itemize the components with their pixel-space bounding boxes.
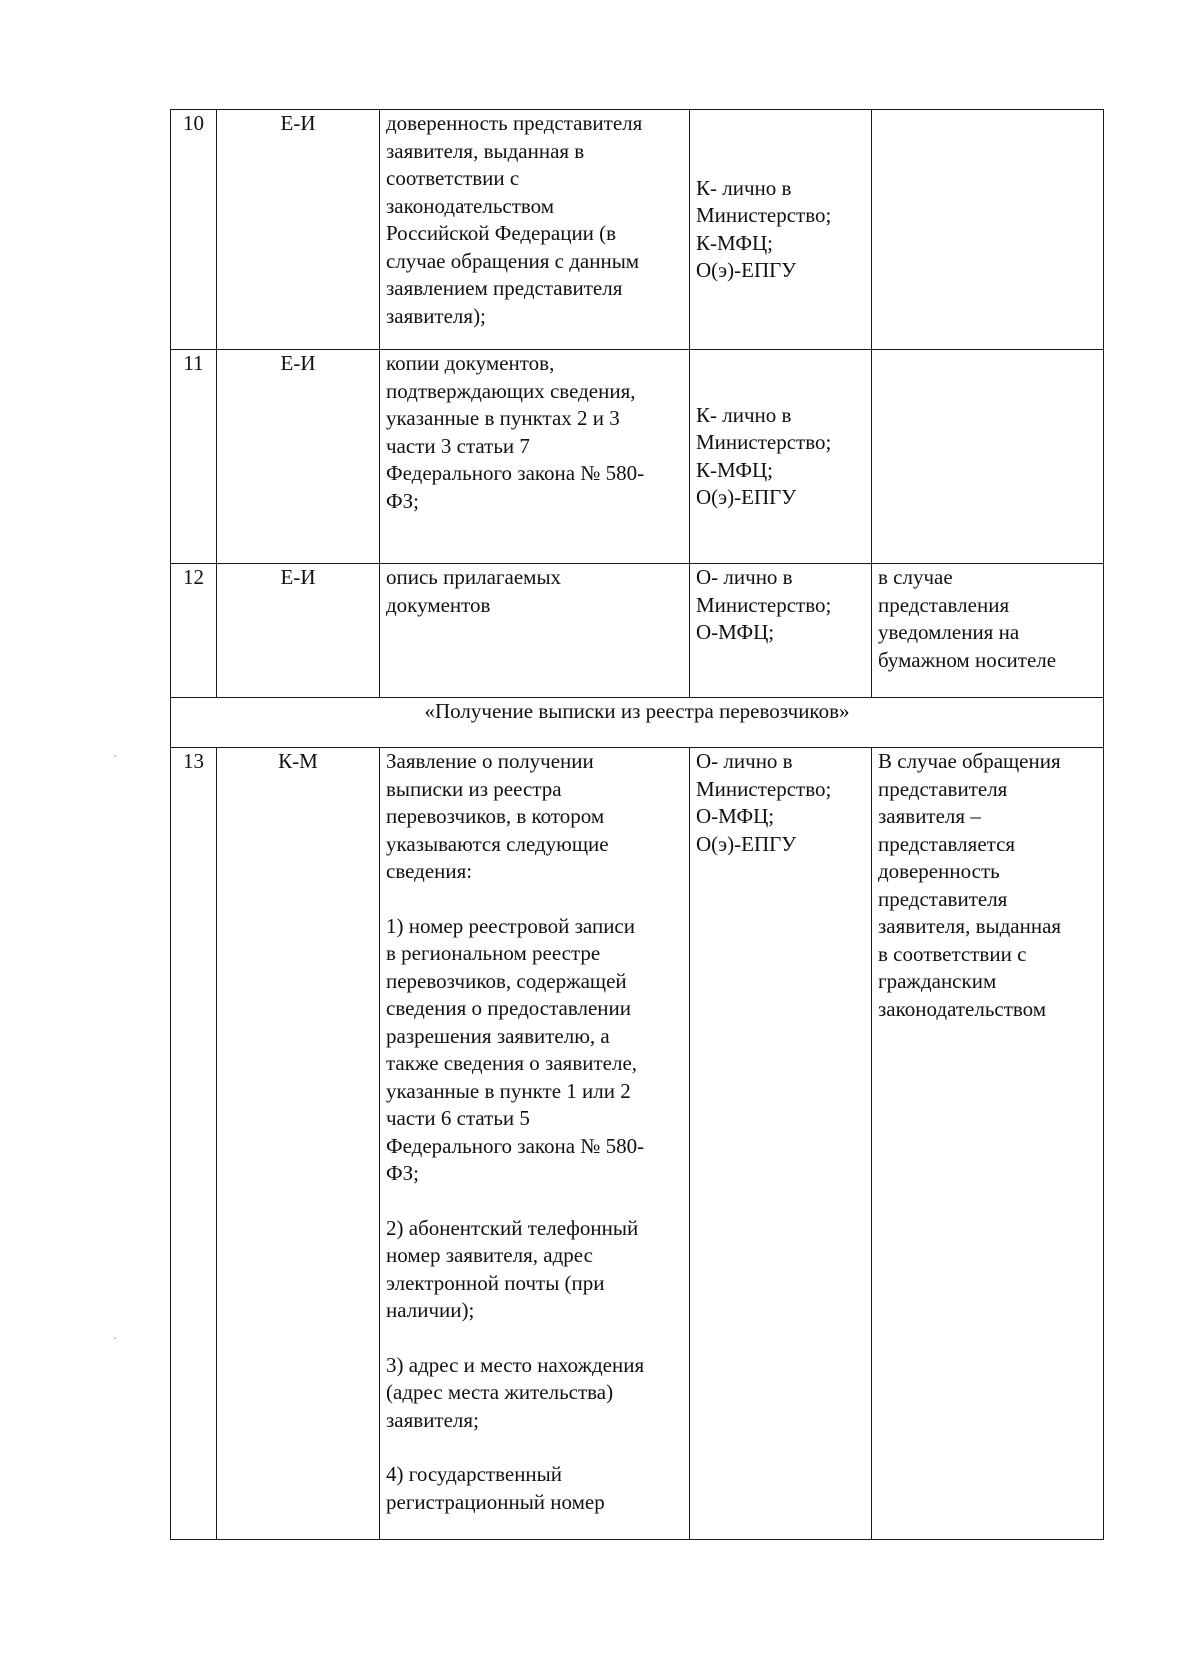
row-submission-method [690,350,872,564]
row-note [872,564,1104,698]
row-code: К-М [217,748,380,1540]
scan-speck [114,1337,116,1339]
scan-speck [114,755,116,757]
note-text: В случае обращения представителя заявителя – представляется доверенность представителя заявителя, выданная в соответствии с гражданским законодательством [878,749,1062,1021]
row-description [380,350,690,564]
documents-table [170,109,1104,1540]
row-submission-method [690,748,872,1540]
description-paragraph: 4) государственный регистрационный номер [386,1462,605,1514]
row-description [380,748,690,1540]
row-submission-method [690,110,872,350]
row-note [872,748,1104,1540]
row-description [380,564,690,698]
row-note [872,350,1104,564]
row-code: Е-И [217,350,380,564]
table-row [171,564,1104,698]
description-paragraph: 1) номер реестровой записи в региональном реестре перевозчиков, содержащей сведения о предоставлении разрешения заявителю, а также сведения о заявителе, указанные в пункте 1 или 2 части 6 статьи 5 Федерального закона № 580- ФЗ; [386,913,645,1185]
description-paragraph: копии документов, подтверждающих сведения, указанные в пунктах 2 и 3 части 3 статьи 7 Федерального закона № 580- ФЗ; [386,351,645,513]
description-paragraph: опись прилагаемых документов [386,565,562,617]
table-row [171,350,1104,564]
section-row [171,698,1104,748]
row-number: 10 [171,110,217,350]
submission-method-text: О- лично в Министерство; О-МФЦ; [696,565,832,644]
note-text: в случае представления уведомления на бумажном носителе [878,565,1057,672]
submission-method-text: К- лично в Министерство; К-МФЦ; О(э)-ЕПГУ [696,175,832,282]
row-code: Е-И [217,564,380,698]
row-code: Е-И [217,110,380,350]
row-description [380,110,690,350]
description-paragraph: Заявление о получении выписки из реестра перевозчиков, в котором указываются следующие сведения: [386,749,609,883]
table-row [171,110,1104,350]
table-row [171,748,1104,1540]
submission-method-text: К- лично в Министерство; К-МФЦ; О(э)-ЕПГУ [696,402,832,509]
row-submission-method [690,564,872,698]
section-title: «Получение выписки из реестра перевозчиков» [171,698,1104,748]
description-paragraph: 3) адрес и место нахождения (адрес места жительства) заявителя; [386,1352,645,1432]
row-number: 11 [171,350,217,564]
submission-method-text: О- лично в Министерство; О-МФЦ; О(э)-ЕПГУ [696,749,832,856]
row-note [872,110,1104,350]
row-number: 12 [171,564,217,698]
description-paragraph: 2) абонентский телефонный номер заявителя, адрес электронной почты (при наличии); [386,1215,639,1322]
description-paragraph: доверенность представителя заявителя, выданная в соответствии с законодательством Российской Федерации (в случае обращения с данным заявлением представителя заявителя); [386,111,643,328]
row-number: 13 [171,748,217,1540]
